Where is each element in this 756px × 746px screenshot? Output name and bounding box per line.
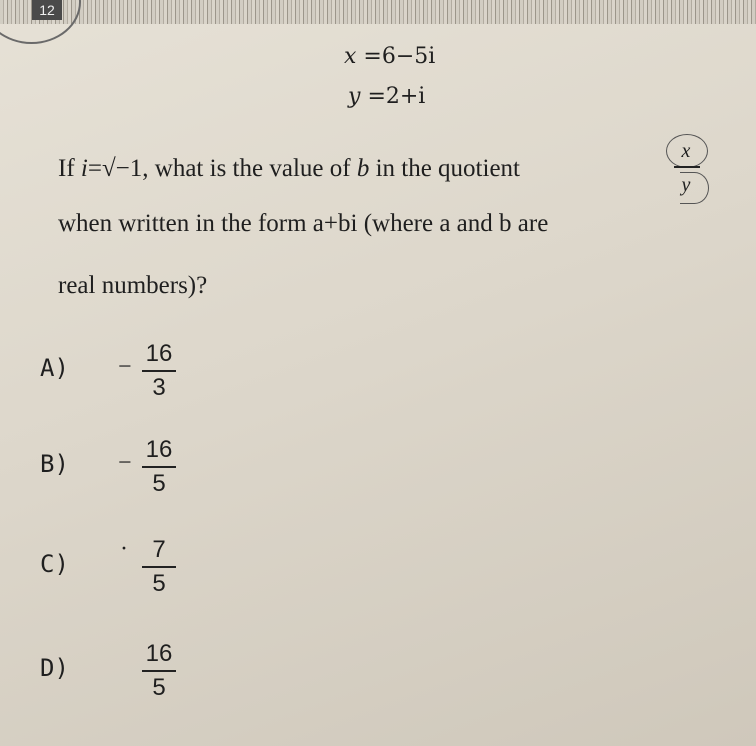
- choice-d-bar: [142, 670, 176, 672]
- handwritten-circle-y: [680, 172, 709, 204]
- quotient-fraction: [662, 140, 710, 210]
- choice-a[interactable]: [40, 340, 240, 410]
- choice-c[interactable]: [40, 536, 240, 606]
- choice-d-fraction: [136, 640, 182, 702]
- stem-var-b: b: [356, 155, 370, 182]
- question-number: 12: [32, 0, 62, 20]
- choice-c-label: C): [40, 550, 69, 578]
- choice-a-sign: −: [118, 354, 132, 380]
- choice-c-bar: [142, 566, 176, 568]
- equation-y-var: y: [348, 84, 361, 109]
- quotient-denominator: y: [681, 174, 691, 196]
- question-stem-line-1: [58, 155, 520, 183]
- quotient-bar: [674, 166, 700, 168]
- stem-text-middle: =√−1, what is the value of: [87, 155, 357, 182]
- equation-x-var: x: [344, 44, 357, 69]
- choice-b-bar: [142, 466, 176, 468]
- choice-c-denominator: 5: [152, 570, 166, 597]
- choice-a-numerator: 16: [145, 340, 173, 367]
- stem-text-quotient: in the quotient: [369, 155, 520, 182]
- equation-x: [344, 44, 435, 69]
- choice-a-fraction: [136, 340, 182, 402]
- question-stem-line-2: when written in the form a+bi (where a and b are: [58, 210, 549, 237]
- choice-b[interactable]: [40, 436, 240, 506]
- choice-c-fraction: [136, 536, 182, 598]
- quotient-numerator: x: [681, 140, 691, 162]
- stem-var-i: i: [80, 155, 88, 182]
- stem-text-if: If: [58, 155, 81, 182]
- choice-b-numerator: 16: [145, 436, 173, 463]
- choice-d-numerator: 16: [145, 640, 173, 667]
- scanned-header-strip: [0, 0, 756, 24]
- choice-d[interactable]: [40, 640, 240, 710]
- choice-a-bar: [142, 370, 176, 372]
- equation-y-rhs: =2+i: [367, 84, 426, 109]
- choice-b-denominator: 5: [152, 470, 166, 497]
- question-stem-line-3: real numbers)?: [58, 272, 208, 299]
- choice-c-numerator: 7: [152, 536, 166, 563]
- choice-b-sign: −: [118, 450, 132, 476]
- choice-c-sign: ·: [120, 536, 128, 562]
- choice-d-denominator: 5: [152, 674, 166, 701]
- choice-a-denominator: 3: [152, 374, 166, 401]
- choice-a-label: A): [40, 354, 69, 382]
- choice-d-label: D): [40, 654, 69, 682]
- choice-b-label: B): [40, 450, 69, 478]
- equation-x-rhs: =6−5i: [363, 44, 436, 69]
- equation-y: [348, 84, 425, 109]
- choice-b-fraction: [136, 436, 182, 498]
